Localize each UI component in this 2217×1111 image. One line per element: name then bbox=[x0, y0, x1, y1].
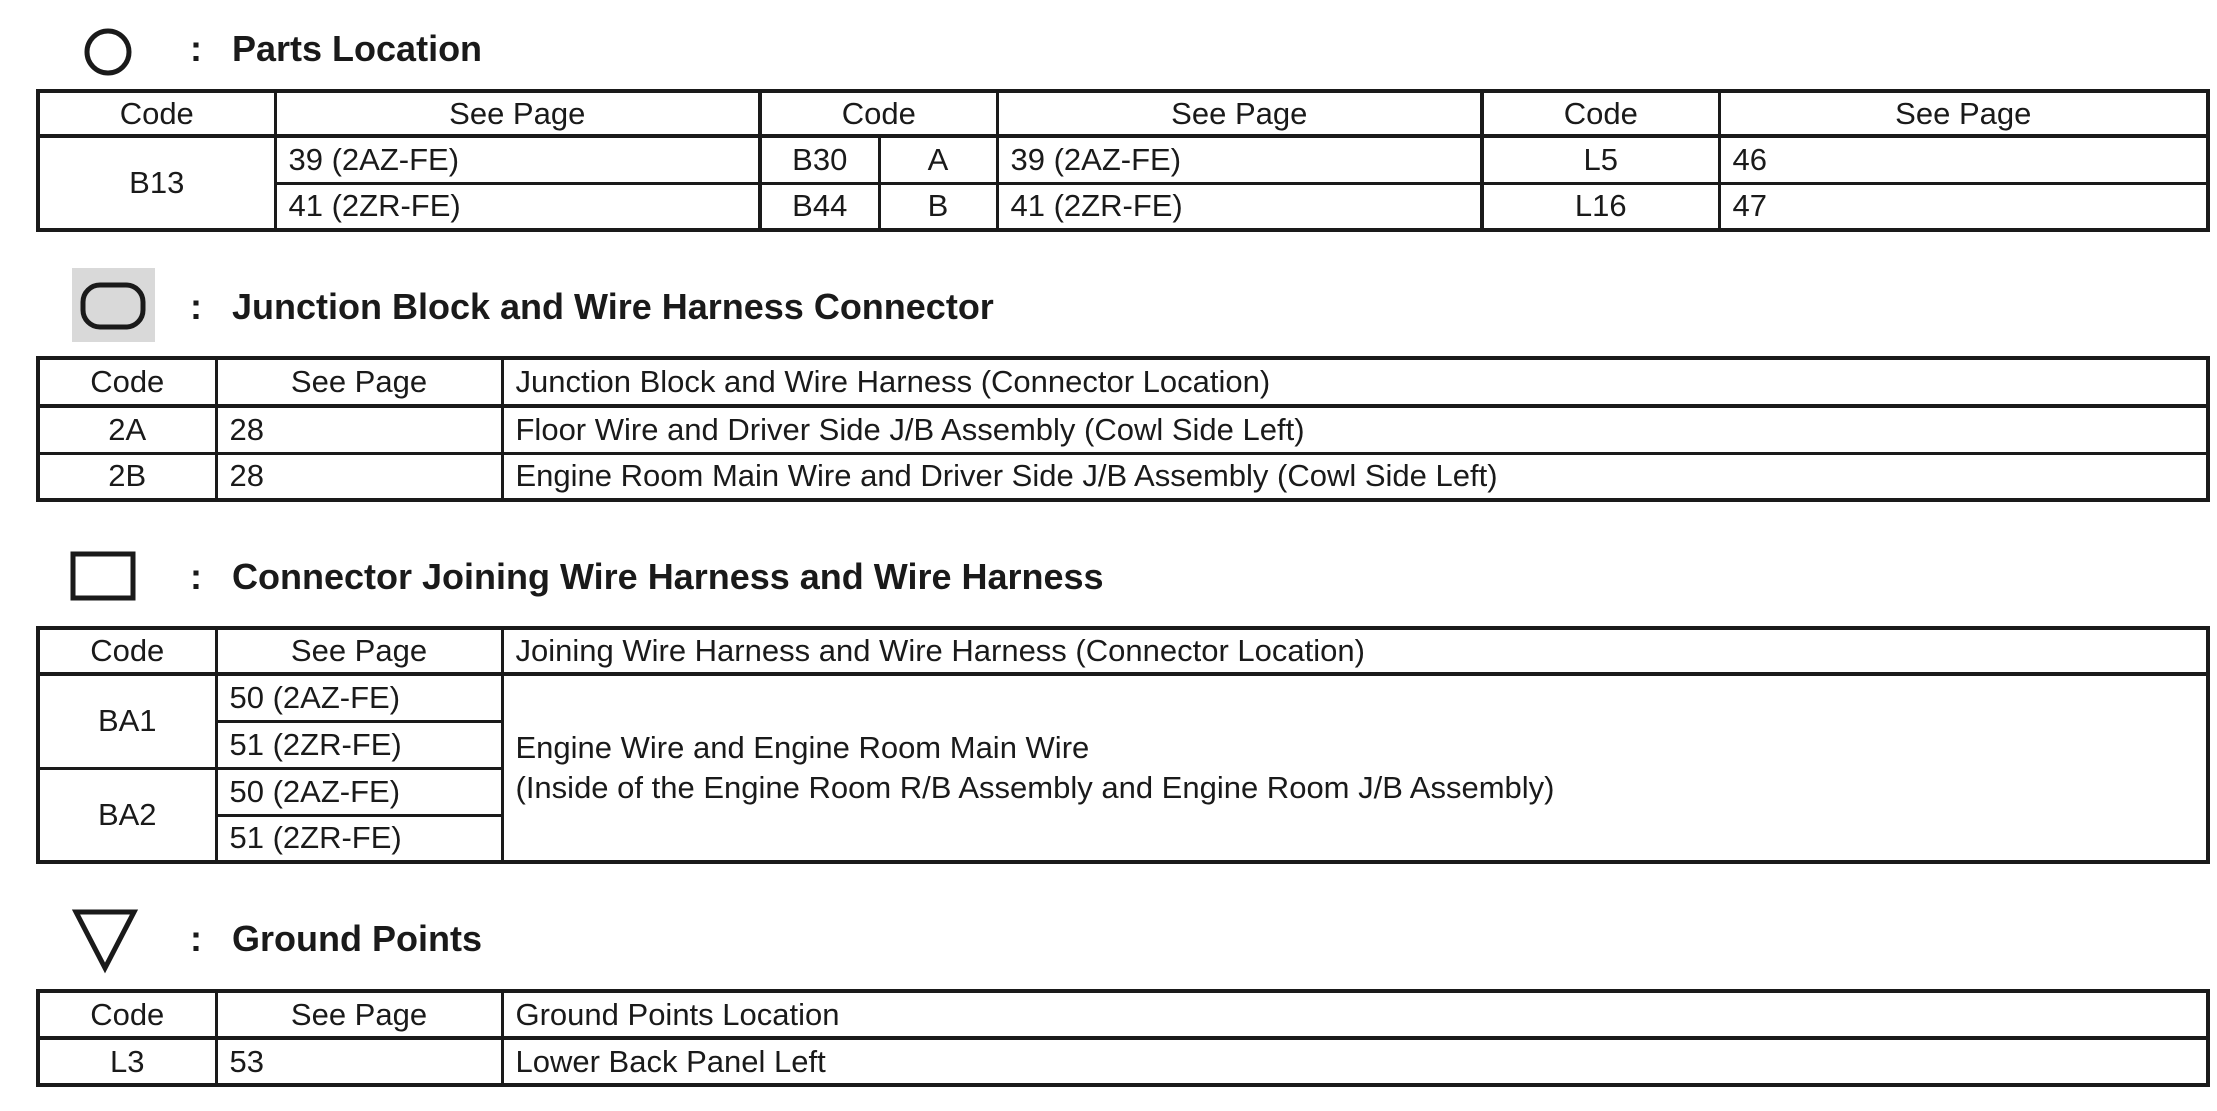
rect-icon bbox=[70, 551, 136, 601]
table-row bbox=[38, 674, 2208, 721]
part-variant: A bbox=[879, 136, 997, 183]
table-row bbox=[38, 406, 2208, 453]
column-header-see-page: See Page bbox=[216, 628, 502, 674]
part-code: B30 bbox=[760, 136, 879, 183]
table-row bbox=[38, 1038, 2208, 1085]
ground-points-colon: : bbox=[190, 918, 202, 959]
see-page-link[interactable]: 41 (2ZR-FE) bbox=[275, 183, 760, 230]
connector-joining-header bbox=[0, 538, 2217, 618]
part-code: B13 bbox=[38, 136, 275, 230]
connector-location: Engine Room Main Wire and Driver Side J/B Assembly (Cowl Side Left) bbox=[502, 453, 2208, 500]
parts-location-header bbox=[0, 10, 2217, 90]
parts-location-colon: : bbox=[190, 28, 202, 69]
column-header-code: Code bbox=[38, 91, 275, 136]
junction-block-table bbox=[36, 356, 2210, 502]
column-header-code: Code bbox=[38, 628, 216, 674]
column-header-see-page: See Page bbox=[275, 91, 760, 136]
connector-joining-colon: : bbox=[190, 556, 202, 597]
column-header-see-page: See Page bbox=[997, 91, 1482, 136]
see-page-link[interactable]: 50 (2AZ-FE) bbox=[216, 674, 502, 721]
column-header-see-page: See Page bbox=[216, 991, 502, 1038]
column-header-location: Junction Block and Wire Harness (Connector Location) bbox=[502, 358, 2208, 406]
table-header-row bbox=[38, 358, 2208, 406]
triangle-icon bbox=[70, 904, 140, 974]
connector-location bbox=[502, 674, 2208, 862]
junction-block-colon: : bbox=[190, 286, 202, 327]
parts-location-title: Parts Location bbox=[232, 28, 483, 69]
column-header-see-page: See Page bbox=[1719, 91, 2208, 136]
ground-code: L3 bbox=[38, 1038, 216, 1085]
column-header-see-page: See Page bbox=[216, 358, 502, 406]
connector-joining-title: Connector Joining Wire Harness and Wire Harness bbox=[232, 556, 1104, 597]
junction-block-title: Junction Block and Wire Harness Connector bbox=[232, 286, 994, 327]
parts-location-table bbox=[36, 89, 2210, 232]
junction-block-header bbox=[0, 268, 2217, 348]
table-header-row bbox=[38, 91, 2208, 136]
table-row bbox=[38, 453, 2208, 500]
see-page-link[interactable]: 47 bbox=[1719, 183, 2208, 230]
table-row bbox=[38, 136, 2208, 183]
rounded-rect-icon bbox=[80, 282, 146, 330]
see-page-link[interactable]: 51 (2ZR-FE) bbox=[216, 815, 502, 862]
circle-icon bbox=[82, 26, 134, 78]
part-code: L5 bbox=[1482, 136, 1719, 183]
ground-points-header bbox=[0, 900, 2217, 980]
see-page-link[interactable]: 51 (2ZR-FE) bbox=[216, 721, 502, 768]
ground-points-title: Ground Points bbox=[232, 918, 482, 959]
junction-code: 2B bbox=[38, 453, 216, 500]
column-header-code: Code bbox=[38, 358, 216, 406]
see-page-link[interactable]: 39 (2AZ-FE) bbox=[275, 136, 760, 183]
see-page-link[interactable]: 39 (2AZ-FE) bbox=[997, 136, 1482, 183]
column-header-location: Joining Wire Harness and Wire Harness (Connector Location) bbox=[502, 628, 2208, 674]
see-page-link[interactable]: 41 (2ZR-FE) bbox=[997, 183, 1482, 230]
see-page-link[interactable]: 28 bbox=[216, 453, 502, 500]
connector-location-line-2: (Inside of the Engine Room R/B Assembly and Engine Room J/B Assembly) bbox=[515, 770, 1555, 805]
joining-code: BA1 bbox=[38, 674, 216, 768]
junction-code: 2A bbox=[38, 406, 216, 453]
see-page-link[interactable]: 28 bbox=[216, 406, 502, 453]
part-code: B44 bbox=[760, 183, 879, 230]
joining-code: BA2 bbox=[38, 768, 216, 862]
see-page-link[interactable]: 53 bbox=[216, 1038, 502, 1085]
connector-joining-table bbox=[36, 626, 2210, 864]
column-header-code: Code bbox=[760, 91, 997, 136]
see-page-link[interactable]: 46 bbox=[1719, 136, 2208, 183]
column-header-code: Code bbox=[1482, 91, 1719, 136]
table-row bbox=[38, 183, 2208, 230]
ground-location: Lower Back Panel Left bbox=[502, 1038, 2208, 1085]
column-header-location: Ground Points Location bbox=[502, 991, 2208, 1038]
ground-points-table bbox=[36, 989, 2210, 1087]
table-header-row bbox=[38, 628, 2208, 674]
part-code: L16 bbox=[1482, 183, 1719, 230]
part-variant: B bbox=[879, 183, 997, 230]
table-header-row bbox=[38, 991, 2208, 1038]
connector-location-line-1: Engine Wire and Engine Room Main Wire bbox=[515, 730, 1090, 765]
see-page-link[interactable]: 50 (2AZ-FE) bbox=[216, 768, 502, 815]
connector-location: Floor Wire and Driver Side J/B Assembly (Cowl Side Left) bbox=[502, 406, 2208, 453]
column-header-code: Code bbox=[38, 991, 216, 1038]
